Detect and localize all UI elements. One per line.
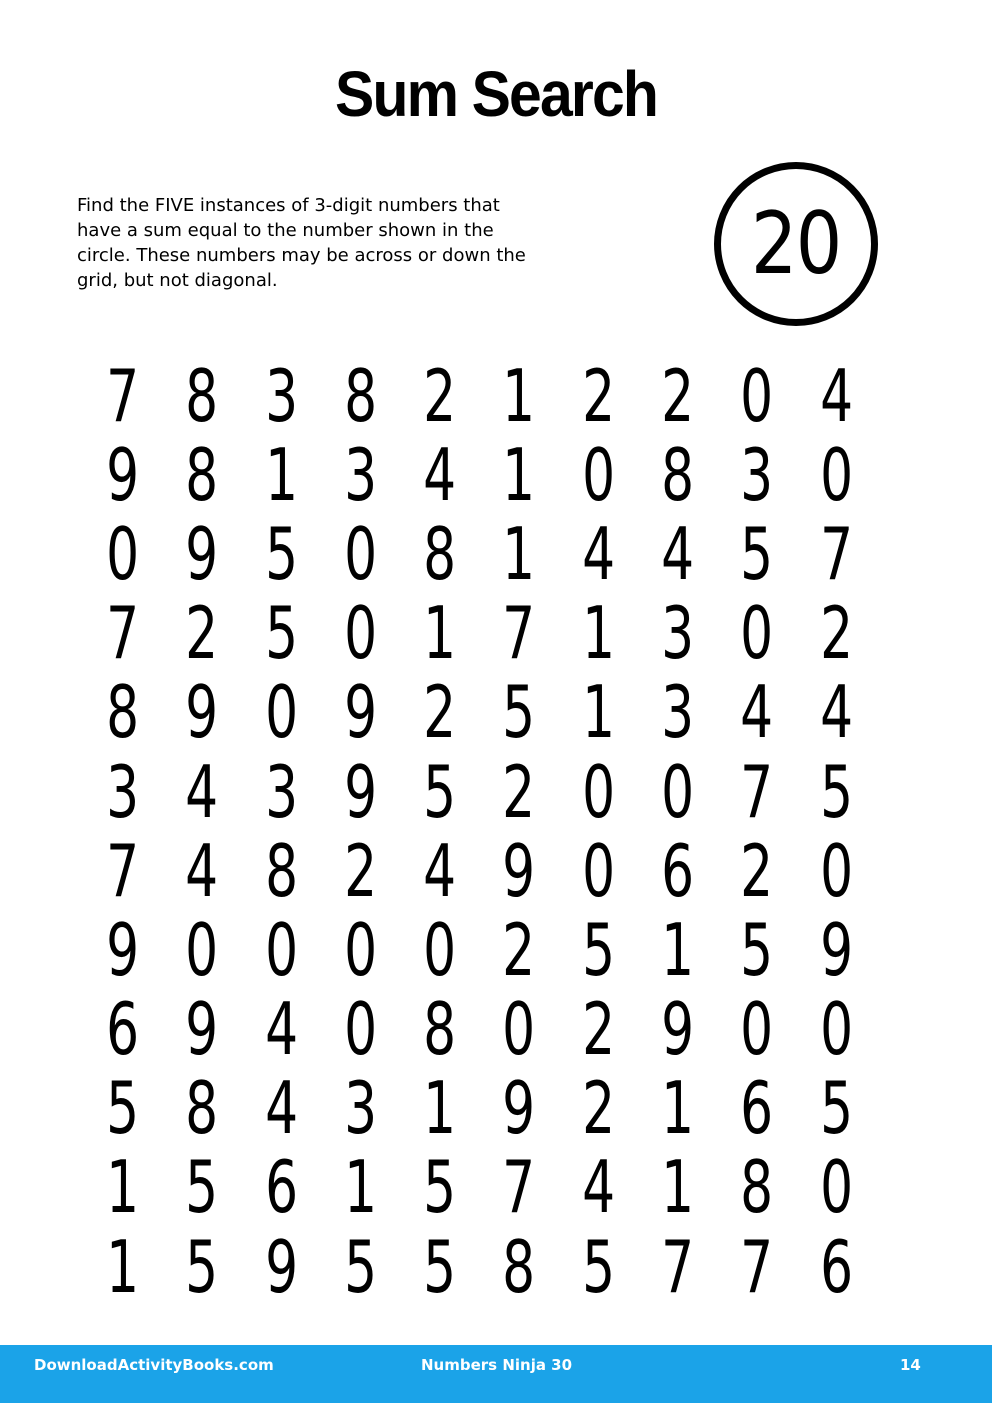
grid-cell: 1 <box>502 432 536 517</box>
grid-cell: 4 <box>581 1145 615 1230</box>
grid-cell: 3 <box>661 591 695 676</box>
grid-cell: 3 <box>661 670 695 755</box>
grid-cell: 6 <box>661 828 695 913</box>
grid-cell: 7 <box>106 353 140 438</box>
grid-cell: 1 <box>264 432 298 517</box>
grid-cell: 8 <box>106 670 140 755</box>
grid-cell: 0 <box>581 828 615 913</box>
grid-cell: 3 <box>344 432 378 517</box>
grid-cell: 0 <box>819 828 853 913</box>
grid-cell: 4 <box>819 353 853 438</box>
grid-cell: 4 <box>423 828 457 913</box>
grid-cell: 6 <box>106 987 140 1072</box>
grid-cell: 5 <box>819 749 853 834</box>
grid-cell: 7 <box>106 828 140 913</box>
grid-cell: 6 <box>264 1145 298 1230</box>
grid-cell: 3 <box>344 1066 378 1151</box>
grid-cell: 1 <box>502 511 536 596</box>
grid-cell: 2 <box>819 591 853 676</box>
grid-cell: 0 <box>819 432 853 517</box>
grid-cell: 2 <box>581 987 615 1072</box>
grid-cell: 1 <box>581 670 615 755</box>
grid-cell: 7 <box>106 591 140 676</box>
grid-cell: 4 <box>581 511 615 596</box>
grid-cell: 9 <box>502 828 536 913</box>
grid-cell: 5 <box>502 670 536 755</box>
grid-cell: 8 <box>423 987 457 1072</box>
grid-cell: 9 <box>106 432 140 517</box>
grid-cell: 9 <box>661 987 695 1072</box>
grid-cell: 8 <box>740 1145 774 1230</box>
grid-cell: 2 <box>423 353 457 438</box>
target-number: 20 <box>751 194 841 294</box>
footer-book-title: Numbers Ninja 30 <box>421 1356 573 1374</box>
grid-cell: 3 <box>264 353 298 438</box>
grid-cell: 0 <box>344 987 378 1072</box>
grid-cell: 0 <box>740 987 774 1072</box>
grid-cell: 3 <box>264 749 298 834</box>
grid-cell: 1 <box>423 1066 457 1151</box>
grid-cell: 4 <box>264 1066 298 1151</box>
grid-cell: 1 <box>423 591 457 676</box>
grid-cell: 0 <box>661 749 695 834</box>
grid-cell: 7 <box>740 749 774 834</box>
grid-cell: 5 <box>581 1224 615 1309</box>
grid-cell: 2 <box>581 1066 615 1151</box>
grid-cell: 2 <box>185 591 219 676</box>
grid-cell: 0 <box>185 907 219 992</box>
grid-cell: 4 <box>264 987 298 1072</box>
grid-cell: 2 <box>423 670 457 755</box>
grid-cell: 5 <box>344 1224 378 1309</box>
grid-cell: 5 <box>819 1066 853 1151</box>
grid-cell: 1 <box>661 1145 695 1230</box>
grid-cell: 1 <box>106 1224 140 1309</box>
grid-cell: 8 <box>423 511 457 596</box>
grid-cell: 2 <box>581 353 615 438</box>
grid-cell: 3 <box>740 432 774 517</box>
grid-cell: 1 <box>344 1145 378 1230</box>
grid-cell: 2 <box>344 828 378 913</box>
grid-cell: 0 <box>423 907 457 992</box>
grid-cell: 1 <box>661 907 695 992</box>
grid-cell: 1 <box>581 591 615 676</box>
grid-cell: 8 <box>185 432 219 517</box>
grid-cell: 5 <box>423 1224 457 1309</box>
grid-cell: 5 <box>106 1066 140 1151</box>
grid-cell: 4 <box>661 511 695 596</box>
number-grid <box>83 353 876 1309</box>
grid-cell: 0 <box>581 749 615 834</box>
grid-cell: 1 <box>502 353 536 438</box>
grid-cell: 0 <box>344 591 378 676</box>
grid-cell: 2 <box>661 353 695 438</box>
grid-cell: 2 <box>502 749 536 834</box>
grid-cell: 0 <box>106 511 140 596</box>
grid-cell: 6 <box>740 1066 774 1151</box>
grid-cell: 9 <box>344 670 378 755</box>
grid-cell: 8 <box>661 432 695 517</box>
footer-site: DownloadActivityBooks.com <box>34 1356 274 1374</box>
grid-cell: 5 <box>264 591 298 676</box>
grid-cell: 4 <box>185 828 219 913</box>
grid-cell: 0 <box>264 670 298 755</box>
grid-cell: 9 <box>185 511 219 596</box>
grid-cell: 0 <box>344 907 378 992</box>
grid-cell: 5 <box>185 1145 219 1230</box>
grid-cell: 9 <box>106 907 140 992</box>
grid-cell: 9 <box>185 670 219 755</box>
grid-cell: 5 <box>185 1224 219 1309</box>
grid-cell: 4 <box>185 749 219 834</box>
grid-cell: 8 <box>344 353 378 438</box>
grid-cell: 9 <box>502 1066 536 1151</box>
grid-cell: 0 <box>502 987 536 1072</box>
grid-cell: 4 <box>423 432 457 517</box>
grid-cell: 7 <box>661 1224 695 1309</box>
grid-cell: 7 <box>740 1224 774 1309</box>
grid-cell: 4 <box>819 670 853 755</box>
grid-cell: 0 <box>581 432 615 517</box>
grid-cell: 3 <box>106 749 140 834</box>
grid-cell: 5 <box>740 907 774 992</box>
footer-page-number: 14 <box>900 1356 921 1374</box>
grid-cell: 8 <box>502 1224 536 1309</box>
grid-cell: 5 <box>264 511 298 596</box>
grid-cell: 6 <box>819 1224 853 1309</box>
grid-cell: 8 <box>185 353 219 438</box>
footer-bar <box>0 1345 992 1403</box>
grid-cell: 0 <box>740 591 774 676</box>
grid-cell: 2 <box>740 828 774 913</box>
grid-cell: 7 <box>502 1145 536 1230</box>
grid-cell: 2 <box>502 907 536 992</box>
grid-cell: 0 <box>344 511 378 596</box>
grid-cell: 7 <box>502 591 536 676</box>
grid-cell: 5 <box>423 749 457 834</box>
grid-cell: 0 <box>740 353 774 438</box>
grid-cell: 5 <box>581 907 615 992</box>
grid-cell: 7 <box>819 511 853 596</box>
grid-cell: 9 <box>819 907 853 992</box>
grid-cell: 1 <box>106 1145 140 1230</box>
target-number-circle <box>714 162 878 326</box>
grid-cell: 9 <box>344 749 378 834</box>
grid-cell: 4 <box>740 670 774 755</box>
instructions-text: Find the FIVE instances of 3-digit numbers that have a sum equal to the number shown in the circle. These numbers may be across or down the grid, but not diagonal. <box>77 195 526 291</box>
grid-cell: 5 <box>423 1145 457 1230</box>
grid-cell: 0 <box>264 907 298 992</box>
page-title: Sum Search <box>335 58 657 130</box>
grid-cell: 8 <box>264 828 298 913</box>
grid-cell: 1 <box>661 1066 695 1151</box>
grid-cell: 0 <box>819 987 853 1072</box>
grid-cell: 9 <box>185 987 219 1072</box>
grid-cell: 5 <box>740 511 774 596</box>
grid-cell: 8 <box>185 1066 219 1151</box>
grid-cell: 9 <box>264 1224 298 1309</box>
grid-cell: 0 <box>819 1145 853 1230</box>
